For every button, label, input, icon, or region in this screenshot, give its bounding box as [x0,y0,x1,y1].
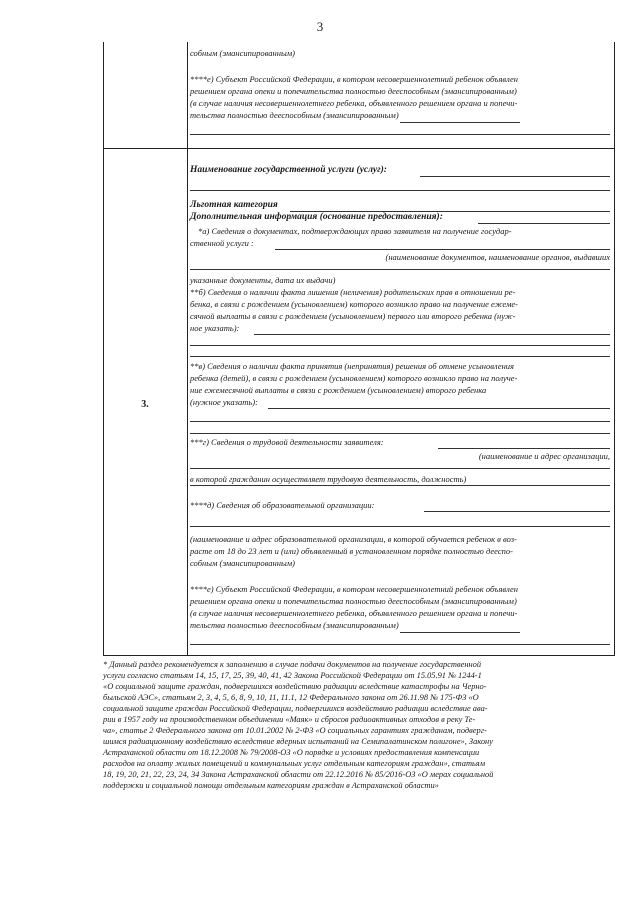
row-number: 3. [141,399,149,410]
section-a-hint: (наименование документов, наименование органов, выдавших [385,252,610,262]
continuation-text: собным (эмансипированным) [190,48,295,58]
section-b-text: сячной выплаты в связи с рождением (усыновлением) первого или второго ребенка (нуж- [190,311,516,321]
section-g-label: ***г) Сведения о трудовой деятельности заявителя: [190,437,384,447]
footnote-line: 18, 19, 20, 21, 22, 23, 24, 34 Закона Астраханской области от 22.12.2016 № 85/2016-ОЗ «О мерах социальной [103,770,494,779]
table-column-divider [187,42,188,656]
fill-in-line [190,190,610,191]
fill-in-line [190,485,610,486]
section-g-hint: (наименование и адрес организации, [478,451,610,461]
section-d-hint: собным (эмансипированным) [190,558,295,568]
fill-in-line [478,223,610,224]
table-border-right [614,42,615,656]
fill-in-line [190,356,610,357]
footnote-line: расходов на оплату жилых помещений и коммунальных услуг отдельным категориям граждан», статьям [103,759,486,768]
footnote-line: поддержки и социальной помощи отдельным категориям граждан в Астраханской области» [103,781,439,790]
footnote-line: быльской АЭС», статьям 2, 3, 4, 5, 6, 8, 9, 10, 11, 11.1, 12 Федерального закона от 26.11.98 № 175-ФЗ «О [103,693,479,702]
subject-text-line: ****е) Субъект Российской Федерации, в котором несовершеннолетний ребенок объявлен [190,74,518,84]
additional-info-label: Дополнительная информация (основание предоставления): [190,212,443,222]
section-e-text: тельства полностью дееспособным (эмансипированным) [190,620,399,630]
footnote-line: социальной защите граждан Российской Федерации, подвергшихся воздействию радиации вследствие ава- [103,704,488,713]
footnote-line: шимся радиационному воздействию вследствие ядерных испытаний на Семипалатинском полигоне», Закону [103,737,493,746]
fill-in-line [190,433,610,434]
fill-in-line [190,134,610,135]
fill-in-line [424,511,610,512]
section-d-hint: расте от 18 до 23 лет и (или) объявленный в установленном порядке полностью дееспо- [190,546,513,556]
section-e-text: ****е) Субъект Российской Федерации, в котором несовершеннолетний ребенок объявлен [190,584,518,594]
fill-in-line [190,345,610,346]
page-number: 3 [316,19,324,34]
section-v-text: **в) Сведения о наличии факта принятия (непринятия) решения об отмене усыновления [190,361,515,371]
section-v-text: ние ежемесячной выплаты в связи с рождением (усыновлением) второго ребенка [190,385,487,395]
section-v-text: ребенка (детей), в связи с рождением (усыновлением) которого возникло право на получе- [190,373,518,383]
row-divider [103,148,615,149]
fill-in-line [190,468,610,469]
section-d-label: ****д) Сведения об образовательной организации: [190,500,375,510]
subject-text-line: тельства полностью дееспособным (эмансипированным) [190,110,399,120]
table-border-left [103,42,104,656]
section-b-text: бенка, в связи с рождением (усыновлением) которого возникло право на получение ежеме- [190,299,518,309]
subject-text-line: решением органа опеки и попечительства полностью дееспособным (эмансипированным) [190,86,517,96]
fill-in-line [190,421,610,422]
fill-in-line [438,448,610,449]
table-border-bottom [103,655,615,656]
section-g-hint: в которой гражданин осуществляет трудовую деятельность, должность) [190,474,467,484]
footnote-line: услуги согласно статьям 14, 15, 17, 25, 39, 40, 41, 42 Закона Российской Федерации от 15.05.91 № 1244-1 [103,671,482,680]
footnote-line: рии в 1957 году на производственном объединении «Маяк» и сбросов радиоактивных отходов в реку Те- [103,715,476,724]
section-b-text: **б) Сведения о наличии факта лишения (неличения) родительских прав в отношении ре- [190,287,516,297]
section-d-hint: (наименование и адрес образовательной организации, в которой обучается ребенок в воз- [190,534,517,544]
fill-in-line [190,526,610,527]
section-e-text: (в случае наличия несовершеннолетнего ребенка, объявленного решением органа и попечи- [190,608,518,618]
footnote-line: ча», статье 2 Федерального закона от 10.01.2002 № 2-ФЗ «О социальных гарантиях гражданам, подверг- [103,726,487,735]
section-a-text: *а) Сведения о документах, подтверждающих право заявителя на получение государ- [198,226,512,236]
footnote-line: Астраханской области от 18.12.2008 № 79/2008-ОЗ «О порядке и условиях предоставления компенсации [103,748,480,757]
section-v-text: (нужное указать): [190,397,258,407]
fill-in-line [420,176,610,177]
fill-in-line [275,249,610,250]
fill-in-line [190,644,610,645]
fill-in-line [254,334,610,335]
fill-in-line [190,269,610,270]
category-label: Льготная категория [190,200,278,210]
fill-in-line [400,122,520,123]
fill-in-line [400,632,520,633]
section-b-text: ное указать): [190,323,240,333]
service-name-label: Наименование государственной услуги (услуг): [190,165,387,175]
section-a-hint: указанные документы, дата их выдачи) [190,275,336,285]
section-a-text: ственной услуги : [190,238,254,248]
footnote-line: * Данный раздел рекомендуется к заполнению в случае подачи документов на получение государственной [103,660,482,669]
subject-text-line: (в случае наличия несовершеннолетнего ребенка, объявленного решением органа и попечи- [190,98,518,108]
fill-in-line [268,408,610,409]
footnote-line: «О социальной защите граждан, подвергшихся воздействию радиации вследствие катастрофы на Черно- [103,682,487,691]
section-e-text: решением органа опеки и попечительства полностью дееспособным (эмансипированным) [190,596,517,606]
